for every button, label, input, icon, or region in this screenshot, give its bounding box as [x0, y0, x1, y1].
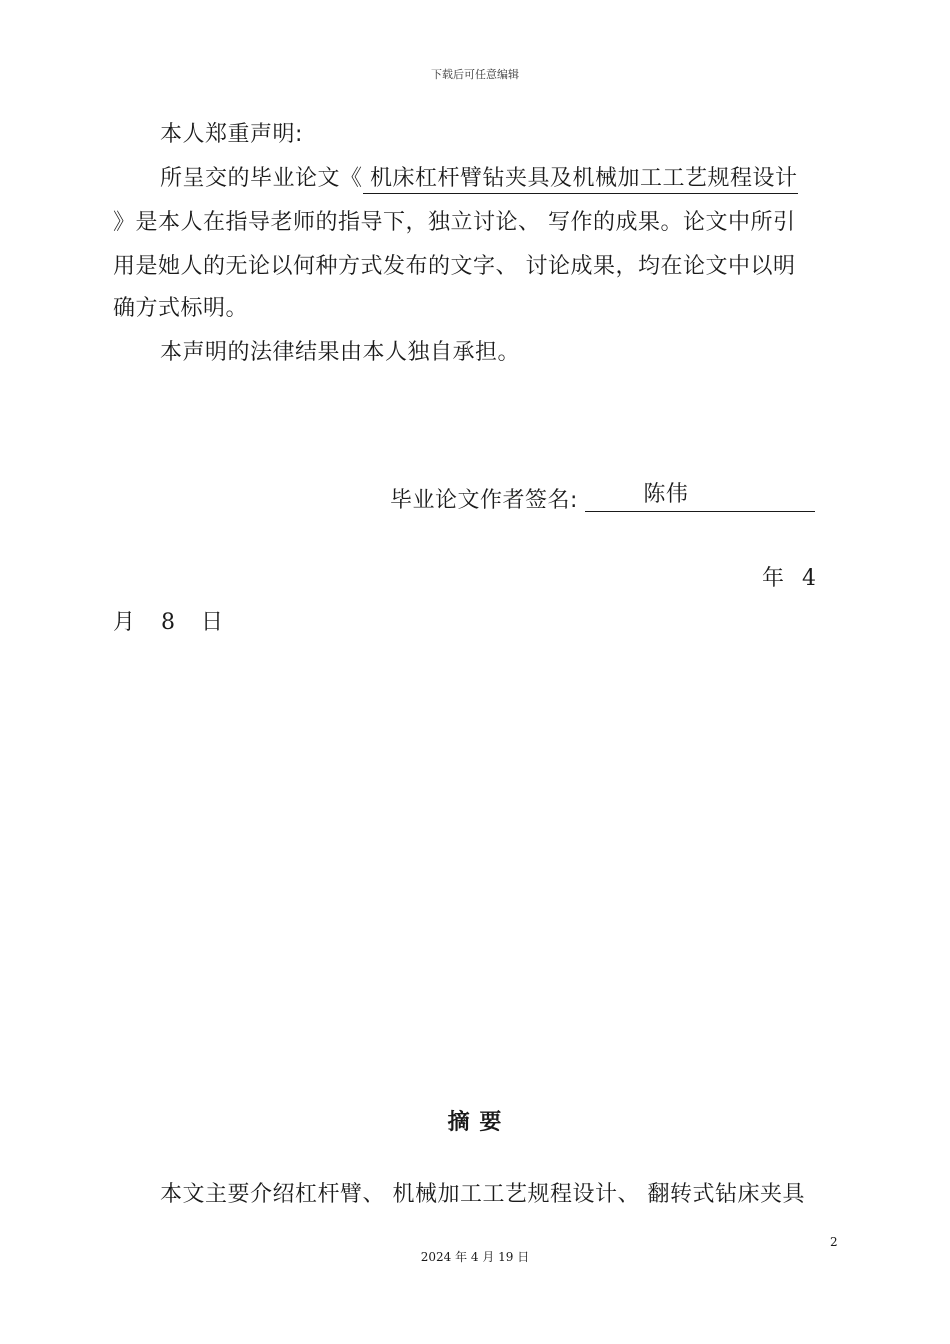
- declaration-line-3: 》是本人在指导老师的指导下，独立讨论、 写作的成果。论文中所引: [113, 210, 796, 235]
- thesis-title: 机床杠杆臂钻夹具及机械加工工艺规程设计: [363, 166, 798, 194]
- page-header: 下载后可任意编辑: [431, 68, 519, 81]
- author-name: 陈伟: [643, 482, 689, 507]
- page-number: 2: [830, 1235, 838, 1249]
- day-char: 日: [201, 610, 224, 635]
- signature-row: [390, 484, 815, 512]
- day-number: 8: [161, 610, 176, 635]
- date-month-day: [113, 612, 224, 634]
- declaration-line-4: 用是她人的无论以何种方式发布的文字、 讨论成果，均在论文中以明: [113, 254, 796, 279]
- signature-label: 毕业论文作者签名:: [390, 488, 578, 513]
- abstract-title: 摘 要: [447, 1110, 503, 1135]
- declaration-line-1: 本人郑重声明:: [160, 122, 303, 147]
- month-number: 4: [802, 566, 817, 591]
- year-char: 年: [762, 566, 785, 591]
- signature-line: [585, 484, 815, 512]
- declaration-line-6: 本声明的法律结果由本人独自承担。: [160, 340, 521, 365]
- date-year: [762, 568, 817, 590]
- month-char: 月: [113, 610, 136, 635]
- declaration-line-2: [160, 168, 798, 190]
- page-footer: 2024 年 4 月 19 日: [420, 1250, 530, 1264]
- declaration-line-5: 确方式标明。: [113, 296, 249, 321]
- declaration-line-2-prefix: 所呈交的毕业论文《: [160, 166, 363, 191]
- abstract-line-1: 本文主要介绍杠杆臂、 机械加工工艺规程设计、 翻转式钻床夹具: [160, 1182, 805, 1207]
